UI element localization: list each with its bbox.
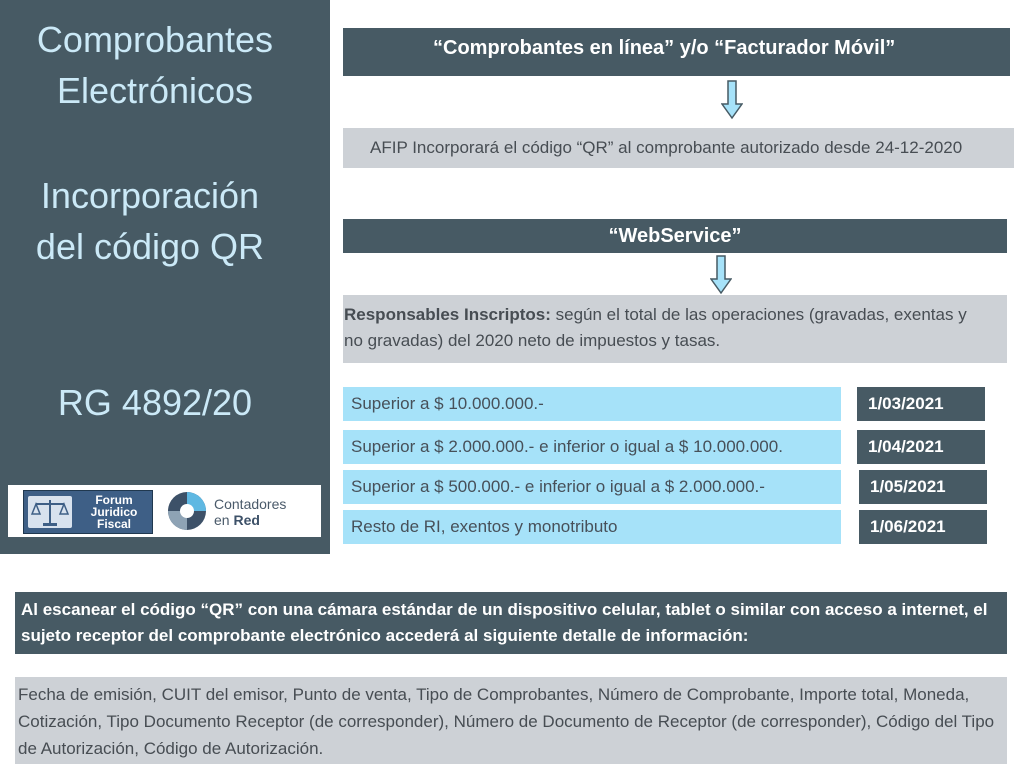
qr-info-details — [15, 677, 1007, 764]
aperture-icon — [166, 490, 208, 532]
ri-text: según el total de las operaciones (gravadas, exentas y no gravadas) del 2020 neto de impuestos y tasas. — [344, 305, 967, 350]
tier-row-label — [343, 470, 841, 504]
fjf-line-2: Juridico — [90, 505, 138, 519]
cer-logo-text — [214, 496, 286, 528]
note1-text: AFIP Incorporará el código “QR” al comprobante autorizado desde 24-12-2020 — [370, 138, 963, 157]
title-line-1: Comprobantes — [36, 19, 274, 60]
tier-1-date: 1/03/2021 — [868, 394, 944, 413]
subtitle-line-1: Incorporación — [40, 175, 260, 216]
tier-2-label: Superior a $ 2.000.000.- e inferior o igual a $ 10.000.000. — [351, 437, 783, 456]
header2-text: “WebService” — [608, 225, 742, 247]
tier-4-date: 1/06/2021 — [870, 517, 946, 536]
sidebar — [0, 0, 330, 554]
subtitle-line-2: del código QR — [35, 226, 265, 267]
header-comprobantes-en-linea — [343, 28, 1010, 76]
qr-incorporation-note — [343, 128, 1014, 168]
logos-panel — [8, 485, 321, 537]
tier-4-label: Resto de RI, exentos y monotributo — [351, 517, 618, 536]
fjf-logo-text — [80, 494, 148, 530]
header-webservice — [343, 219, 1007, 253]
tier-row-date — [859, 510, 987, 544]
tier-row-date — [857, 387, 985, 421]
tier-3-date: 1/05/2021 — [870, 477, 946, 496]
tier-1-label: Superior a $ 10.000.000.- — [351, 394, 544, 413]
scan-text: Al escanear el código “QR” con una cámara estándar de un dispositivo celular, tablet o similar con acceso a internet, el sujeto receptor del comprobante electrónico accederá al siguiente detalle de información: — [21, 600, 988, 645]
tier-3-label: Superior a $ 500.000.- e inferior o igual a $ 2.000.000.- — [351, 477, 765, 496]
responsables-inscriptos-box — [343, 295, 1007, 363]
sidebar-title — [0, 14, 310, 116]
title-line-2: Electrónicos — [56, 70, 254, 111]
cer-line-1: Contadores — [214, 496, 287, 512]
tier-2-date: 1/04/2021 — [868, 437, 944, 456]
tier-row-label — [343, 510, 841, 544]
arrow-down-icon — [721, 80, 743, 120]
cer-line-2b: Red — [233, 512, 260, 528]
tier-row-label — [343, 387, 841, 421]
regulation-label: RG 4892/20 — [57, 382, 253, 423]
contadores-en-red-logo — [166, 488, 316, 534]
detail-text: Fecha de emisión, CUIT del emisor, Punto de venta, Tipo de Comprobantes, Número de Comprobante, Importe total, Moneda, Cotización, Tipo Documento Receptor (de corresponder), Número de Documento de Receptor (de corresponder), Código del Tipo de Autorización, Código de Autorización. — [18, 685, 995, 758]
scales-of-justice-icon — [28, 496, 72, 528]
cer-line-2 — [214, 512, 286, 528]
ri-label: Responsables Inscriptos: — [344, 305, 551, 324]
header1-text: “Comprobantes en línea” y/o “Facturador Móvil” — [433, 37, 896, 59]
tier-row-date — [859, 470, 987, 504]
sidebar-subtitle — [0, 170, 300, 272]
tier-row-date — [857, 430, 985, 464]
cer-line-2a: en — [214, 512, 234, 528]
arrow-down-icon — [710, 255, 732, 295]
forum-juridico-fiscal-logo — [23, 490, 153, 534]
fjf-line-3: Fiscal — [96, 517, 132, 531]
tier-row-label — [343, 430, 841, 464]
fjf-line-1: Forum — [95, 493, 133, 507]
qr-scan-description — [15, 592, 1007, 654]
